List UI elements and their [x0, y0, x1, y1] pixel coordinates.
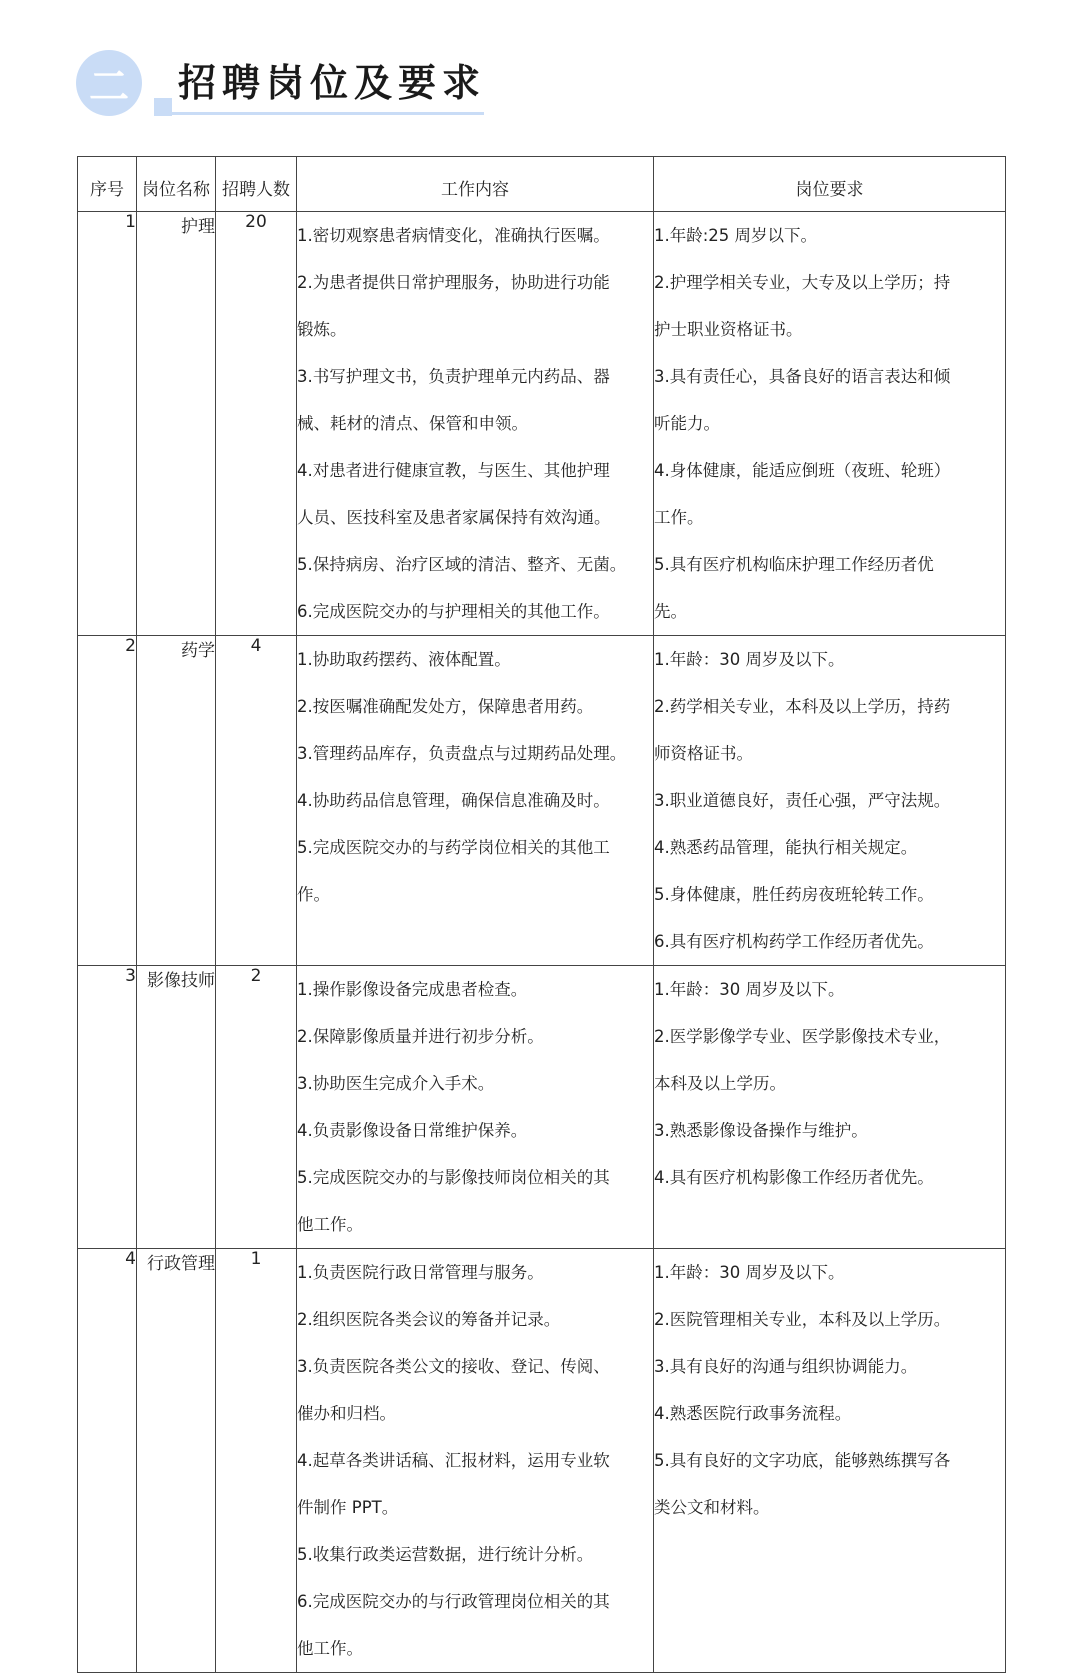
cell-line: 械、耗材的清点、保管和申领。 — [297, 414, 528, 433]
cell-line: 4.协助药品信息管理，确保信息准确及时。 — [297, 791, 610, 810]
cell-line: 本科及以上学历。 — [654, 1074, 786, 1093]
cell-line: 5.完成医院交办的与影像技师岗位相关的其 — [297, 1168, 610, 1187]
header-seq: 序号 — [78, 157, 137, 212]
recruitment-table — [77, 156, 1006, 1673]
cell-line: 4.熟悉药品管理，能执行相关规定。 — [654, 838, 918, 857]
cell-line: 5.具有良好的文字功底，能够熟练撰写各 — [654, 1451, 951, 1470]
cell-line: 人员、医技科室及患者家属保持有效沟通。 — [297, 508, 611, 527]
cell-line: 1.操作影像设备完成患者检查。 — [297, 980, 528, 999]
cell-line: 4.起草各类讲话稿、汇报材料，运用专业软 — [297, 1451, 610, 1470]
cell-line: 1.密切观察患者病情变化，准确执行医嘱。 — [297, 226, 610, 245]
row-seq: 1 — [78, 212, 137, 636]
cell-line: 催办和归档。 — [297, 1404, 396, 1423]
section-title: 招聘岗位及要求 — [178, 61, 487, 105]
cell-line: 6.完成医院交办的与行政管理岗位相关的其 — [297, 1592, 610, 1611]
cell-line: 5.身体健康，胜任药房夜班轮转工作。 — [654, 885, 934, 904]
cell-line: 2.为患者提供日常护理服务，协助进行功能 — [297, 273, 610, 292]
cell-line: 2.医学影像学专业、医学影像技术专业， — [654, 1027, 951, 1046]
row-position: 药学 — [137, 636, 216, 966]
row-requirements — [654, 966, 1006, 1249]
row-position: 行政管理 — [137, 1249, 216, 1673]
cell-line: 师资格证书。 — [654, 744, 753, 763]
row-requirements — [654, 212, 1006, 636]
cell-line: 5.保持病房、治疗区域的清洁、整齐、无菌。 — [297, 555, 627, 574]
cell-line: 2.药学相关专业，本科及以上学历，持药 — [654, 697, 951, 716]
header-position: 岗位名称 — [137, 157, 216, 212]
table-row — [78, 636, 1006, 966]
cell-line: 2.保障影像质量并进行初步分析。 — [297, 1027, 544, 1046]
cell-line: 3.具有责任心，具备良好的语言表达和倾 — [654, 367, 951, 386]
row-position: 影像技师 — [137, 966, 216, 1249]
row-position: 护理 — [137, 212, 216, 636]
cell-line: 1.年龄：30 周岁及以下。 — [654, 650, 845, 669]
row-requirements — [654, 1249, 1006, 1673]
cell-line: 4.负责影像设备日常维护保养。 — [297, 1121, 528, 1140]
cell-line: 4.对患者进行健康宣教，与医生、其他护理 — [297, 461, 610, 480]
cell-line: 2.护理学相关专业，大专及以上学历；持 — [654, 273, 951, 292]
cell-line: 1.年龄:25 周岁以下。 — [654, 226, 818, 245]
header-requirements: 岗位要求 — [654, 157, 1006, 212]
row-seq: 4 — [78, 1249, 137, 1673]
cell-line: 4.身体健康，能适应倒班（夜班、轮班） — [654, 461, 951, 480]
row-duties — [297, 966, 654, 1249]
section-number-badge: 二 — [76, 50, 142, 116]
header-duties: 工作内容 — [297, 157, 654, 212]
cell-line: 3.书写护理文书，负责护理单元内药品、器 — [297, 367, 610, 386]
row-count: 1 — [216, 1249, 297, 1673]
cell-line: 2.医院管理相关专业，本科及以上学历。 — [654, 1310, 951, 1329]
cell-line: 锻炼。 — [297, 320, 347, 339]
cell-line: 他工作。 — [297, 1639, 363, 1658]
section-header — [0, 0, 1080, 140]
cell-line: 3.管理药品库存，负责盘点与过期药品处理。 — [297, 744, 627, 763]
table-body — [78, 212, 1006, 1673]
cell-line: 4.具有医疗机构影像工作经历者优先。 — [654, 1168, 934, 1187]
cell-line: 1.负责医院行政日常管理与服务。 — [297, 1263, 544, 1282]
cell-line: 作。 — [297, 885, 330, 904]
cell-line: 工作。 — [654, 508, 704, 527]
cell-line: 6.完成医院交办的与护理相关的其他工作。 — [297, 602, 610, 621]
row-count: 4 — [216, 636, 297, 966]
cell-line: 1.年龄：30 周岁及以下。 — [654, 1263, 845, 1282]
cell-line: 5.具有医疗机构临床护理工作经历者优 — [654, 555, 934, 574]
row-requirements — [654, 636, 1006, 966]
row-count: 20 — [216, 212, 297, 636]
row-duties — [297, 1249, 654, 1673]
cell-line: 6.具有医疗机构药学工作经历者优先。 — [654, 932, 934, 951]
cell-line: 3.具有良好的沟通与组织协调能力。 — [654, 1357, 918, 1376]
cell-line: 1.年龄：30 周岁及以下。 — [654, 980, 845, 999]
row-seq: 3 — [78, 966, 137, 1249]
table-header-row — [78, 157, 1006, 212]
cell-line: 先。 — [654, 602, 687, 621]
table-row — [78, 966, 1006, 1249]
cell-line: 3.协助医生完成介入手术。 — [297, 1074, 495, 1093]
title-underline — [154, 112, 484, 115]
cell-line: 5.完成医院交办的与药学岗位相关的其他工 — [297, 838, 610, 857]
row-seq: 2 — [78, 636, 137, 966]
cell-line: 护士职业资格证书。 — [654, 320, 803, 339]
cell-line: 3.负责医院各类公文的接收、登记、传阅、 — [297, 1357, 610, 1376]
cell-line: 2.组织医院各类会议的筹备并记录。 — [297, 1310, 561, 1329]
cell-line: 2.按医嘱准确配发处方，保障患者用药。 — [297, 697, 594, 716]
row-duties — [297, 636, 654, 966]
header-count: 招聘人数 — [216, 157, 297, 212]
table-row — [78, 212, 1006, 636]
cell-line: 1.协助取药摆药、液体配置。 — [297, 650, 511, 669]
cell-line: 4.熟悉医院行政事务流程。 — [654, 1404, 852, 1423]
cell-line: 3.职业道德良好，责任心强，严守法规。 — [654, 791, 951, 810]
table-row — [78, 1249, 1006, 1673]
row-duties — [297, 212, 654, 636]
cell-line: 件制作 PPT。 — [297, 1498, 399, 1517]
cell-line: 听能力。 — [654, 414, 720, 433]
cell-line: 3.熟悉影像设备操作与维护。 — [654, 1121, 868, 1140]
row-count: 2 — [216, 966, 297, 1249]
cell-line: 类公文和材料。 — [654, 1498, 770, 1517]
cell-line: 5.收集行政类运营数据，进行统计分析。 — [297, 1545, 594, 1564]
cell-line: 他工作。 — [297, 1215, 363, 1234]
